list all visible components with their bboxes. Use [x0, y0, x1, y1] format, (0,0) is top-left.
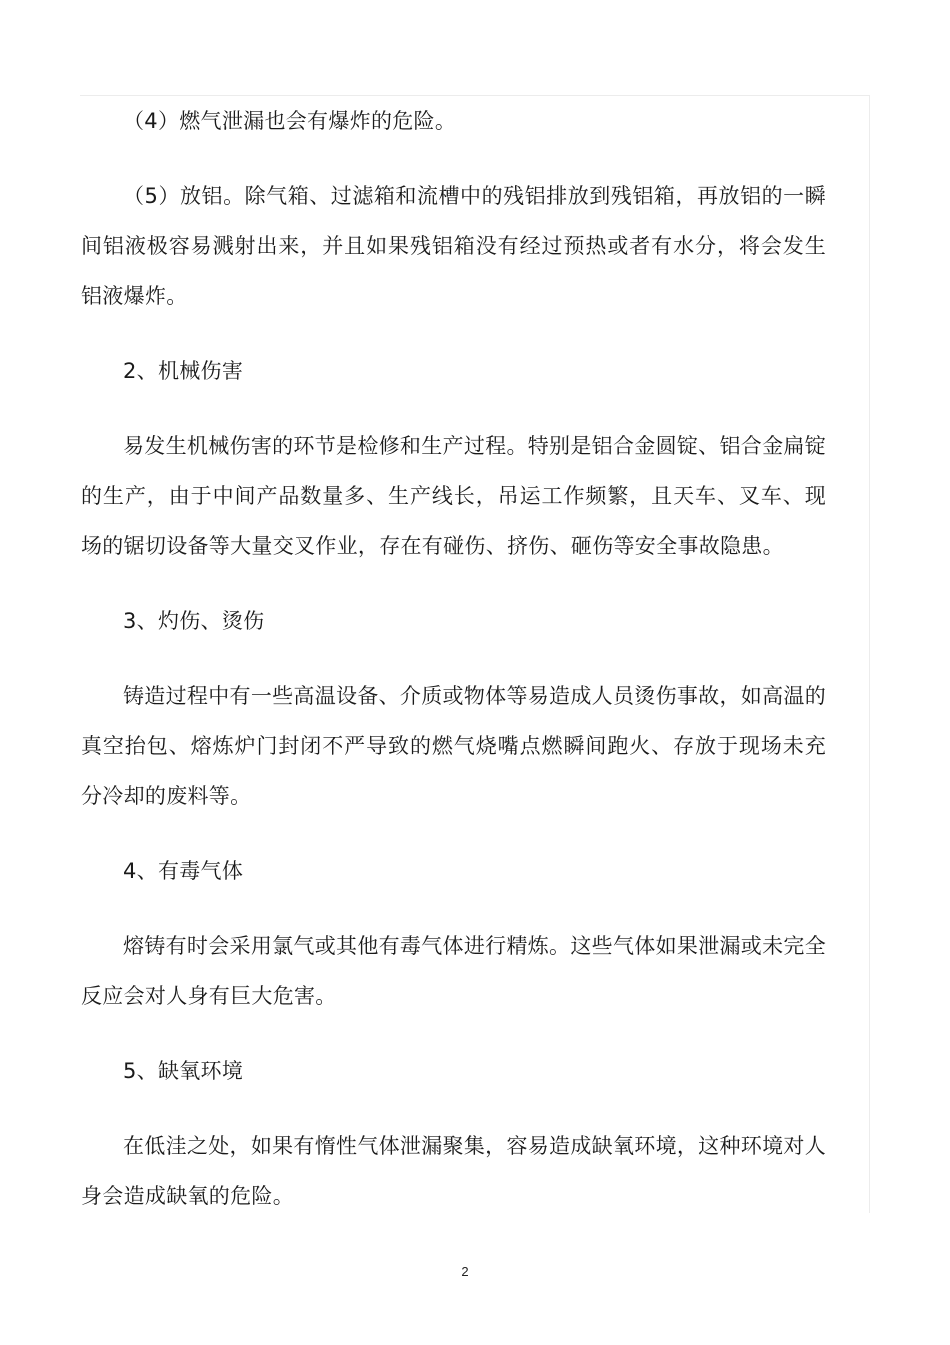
paragraph-spacer — [81, 1096, 826, 1121]
page-border-right — [869, 95, 870, 1213]
paragraph-spacer — [81, 146, 826, 171]
section-heading-oxygen-deficiency: 5、缺氧环境 — [123, 1059, 244, 1083]
paragraph-spacer — [81, 1021, 826, 1046]
paragraph-toxic-gas: 熔铸有时会采用氯气或其他有毒气体进行精炼。这些气体如果泄漏或未完全反应会对人身有巨大危害。 — [81, 934, 826, 1008]
paragraph-spacer — [81, 571, 826, 596]
paragraph-mechanical-injury: 易发生机械伤害的环节是检修和生产过程。特别是铝合金圆锭、铝合金扁锭的生产，由于中间产品数量多、生产线长，吊运工作频繁，且天车、叉车、现场的锯切设备等大量交叉作业，存在有碰伤、挤伤、砸伤等安全事故隐患。 — [81, 434, 826, 558]
page-number: 2 — [461, 1264, 469, 1279]
paragraph-spacer — [81, 896, 826, 921]
paragraph-oxygen-deficiency: 在低洼之处，如果有惰性气体泄漏聚集，容易造成缺氧环境，这种环境对人身会造成缺氧的危险。 — [81, 1134, 826, 1208]
paragraph-spacer — [81, 646, 826, 671]
paragraph-burns: 铸造过程中有一些高温设备、介质或物体等易造成人员烫伤事故，如高温的真空抬包、熔炼炉门封闭不严导致的燃气烧嘴点燃瞬间跑火、存放于现场未充分冷却的废料等。 — [81, 684, 826, 808]
paragraph-gas-leak: （4）燃气泄漏也会有爆炸的危险。 — [123, 109, 457, 133]
paragraph-spacer — [81, 321, 826, 346]
paragraph-spacer — [81, 821, 826, 846]
paragraph-spacer — [81, 396, 826, 421]
document-body — [81, 96, 826, 1221]
section-heading-toxic-gas: 4、有毒气体 — [123, 859, 244, 883]
section-heading-mechanical-injury: 2、机械伤害 — [123, 359, 244, 383]
paragraph-aluminum-discharge: （5）放铝。除气箱、过滤箱和流槽中的残铝排放到残铝箱，再放铝的一瞬间铝液极容易溅射出来，并且如果残铝箱没有经过预热或者有水分，将会发生铝液爆炸。 — [81, 184, 826, 308]
section-heading-burns: 3、灼伤、烫伤 — [123, 609, 265, 633]
